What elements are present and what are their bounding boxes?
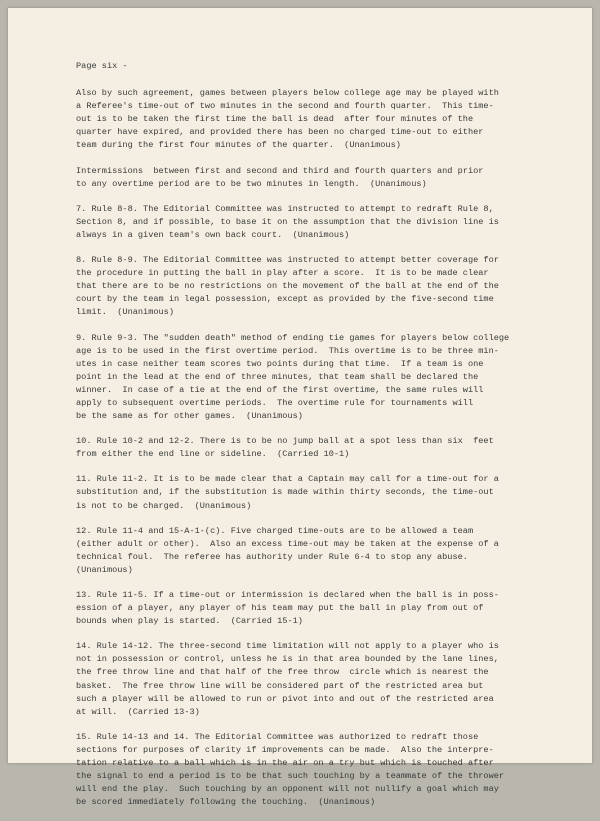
text-line: such a player will be allowed to run or pivot into and out of the restricted area bbox=[76, 693, 494, 704]
text-line: (either adult or other). Also an excess time-out may be taken at the expense of a bbox=[76, 538, 499, 549]
text-line: the procedure in putting the ball in play after a score. It is to be made clear bbox=[76, 268, 489, 279]
document-page bbox=[8, 8, 592, 808]
text-line: sections for purposes of clarity if improvements can be made. Also the interpre- bbox=[76, 744, 494, 755]
text-line: is not to be charged. (Unanimous) bbox=[76, 500, 252, 511]
paragraph-p1 bbox=[76, 87, 552, 152]
paragraph-p4 bbox=[76, 254, 552, 319]
paragraph-p2 bbox=[76, 165, 552, 191]
text-line: 10. Rule 10-2 and 12-2. There is to be no jump ball at a spot less than six feet bbox=[76, 436, 494, 447]
text-line: age is to be used in the first overtime period. This overtime is to be three min- bbox=[76, 345, 499, 356]
paragraph-p10 bbox=[76, 640, 552, 719]
text-line: court by the team in legal possession, except as provided by the five-second time bbox=[76, 294, 494, 305]
text-line: out is to be taken the first time the ball is dead after four minutes of the bbox=[76, 114, 474, 125]
text-line: 8. Rule 8-9. The Editorial Committee was instructed to attempt better coverage for bbox=[76, 255, 499, 266]
text-line: will end the play. Such touching by an opponent will not nullify a goal which may bbox=[76, 784, 499, 795]
text-line: 9. Rule 9-3. The "sudden death" method of ending tie games for players below college bbox=[76, 332, 510, 343]
text-line: (Unanimous) bbox=[76, 564, 133, 575]
text-line: always in a given team's own back court. (Unanimous) bbox=[76, 229, 350, 240]
text-line: apply to subsequent overtime periods. The overtime rule for tournaments will bbox=[76, 397, 474, 408]
text-line: basket. The free throw line will be considered part of the restricted area but bbox=[76, 680, 484, 691]
page-header: Page six - bbox=[76, 61, 128, 71]
text-line: from either the end line or sideline. (Carried 10-1) bbox=[76, 449, 350, 460]
text-line: not in possession or control, unless he is in that area bounded by the lane lines, bbox=[76, 654, 499, 665]
text-line: Section 8, and if possible, to base it on the assumption that the division line is bbox=[76, 216, 499, 227]
text-line: point in the lead at the end of three minutes, that team shall be declared the bbox=[76, 371, 479, 382]
text-line: Also by such agreement, games between players below college age may be played with bbox=[76, 88, 499, 99]
text-line: 13. Rule 11-5. If a time-out or intermission is declared when the ball is in poss- bbox=[76, 590, 499, 600]
document-body bbox=[76, 60, 552, 821]
paragraph-p6 bbox=[76, 435, 552, 461]
text-line: bounds when play is started. (Carried 15-1) bbox=[76, 616, 303, 627]
paragraph-p3 bbox=[76, 203, 552, 242]
text-line: ession of a player, any player of his team may put the ball in play from out of bbox=[76, 603, 484, 614]
text-line: a Referee's time-out of two minutes in the second and fourth quarter. This time- bbox=[76, 101, 494, 112]
text-line: 15. Rule 14-13 and 14. The Editorial Committee was authorized to redraft those bbox=[76, 731, 479, 742]
text-line: 7. Rule 8-8. The Editorial Committee was instructed to attempt to redraft Rule 8, bbox=[76, 203, 494, 214]
text-line: technical foul. The referee has authority under Rule 6-4 to stop any abuse. bbox=[76, 551, 468, 562]
text-line: quarter have expired, and provided there has been no charged time-out to either bbox=[76, 127, 484, 138]
text-line: winner. In case of a tie at the end of the first overtime, the same rules will bbox=[76, 384, 484, 395]
paragraph-p7 bbox=[76, 473, 552, 512]
text-line: 14. Rule 14-12. The three-second time limitation will not apply to a player who is bbox=[76, 641, 499, 652]
text-line: Intermissions between first and second and third and fourth quarters and prior bbox=[76, 165, 484, 176]
text-line: utes in case neither team scores two points during that time. If a team is one bbox=[76, 358, 484, 369]
text-line: team during the first four minutes of the quarter. (Unanimous) bbox=[76, 140, 401, 151]
paragraph-p5 bbox=[76, 332, 552, 424]
text-line: 12. Rule 11-4 and 15-A-1-(c). Five charged time-outs are to be allowed a team bbox=[76, 525, 474, 536]
text-line: that there are to be no restrictions on the movement of the ball at the end of the bbox=[76, 281, 499, 292]
text-line: limit. (Unanimous) bbox=[76, 307, 174, 318]
text-line: 11. Rule 11-2. It is to be made clear that a Captain may call for a time-out for a bbox=[76, 474, 499, 485]
text-line: the signal to end a period is to be that such touching by a teammate of the thrower bbox=[76, 771, 505, 782]
paragraph-p11 bbox=[76, 731, 552, 810]
text-line: tation relative to a ball which is in the air on a try but which is touched after bbox=[76, 758, 494, 769]
text-line: to any overtime period are to be two minutes in length. (Unanimous) bbox=[76, 178, 427, 189]
text-line: at will. (Carried 13-3) bbox=[76, 706, 200, 717]
text-line: substitution and, if the substitution is made within thirty seconds, the time-out bbox=[76, 487, 494, 498]
paragraph-p8 bbox=[76, 525, 552, 577]
text-line: be the same as for other games. (Unanimous) bbox=[76, 411, 303, 422]
text-line: be scored immediately following the touching. (Unanimous) bbox=[76, 797, 376, 808]
text-line: the free throw line and that half of the free throw circle which is nearest the bbox=[76, 667, 489, 678]
paragraph-p9 bbox=[76, 589, 552, 628]
paragraph-list bbox=[76, 87, 552, 809]
